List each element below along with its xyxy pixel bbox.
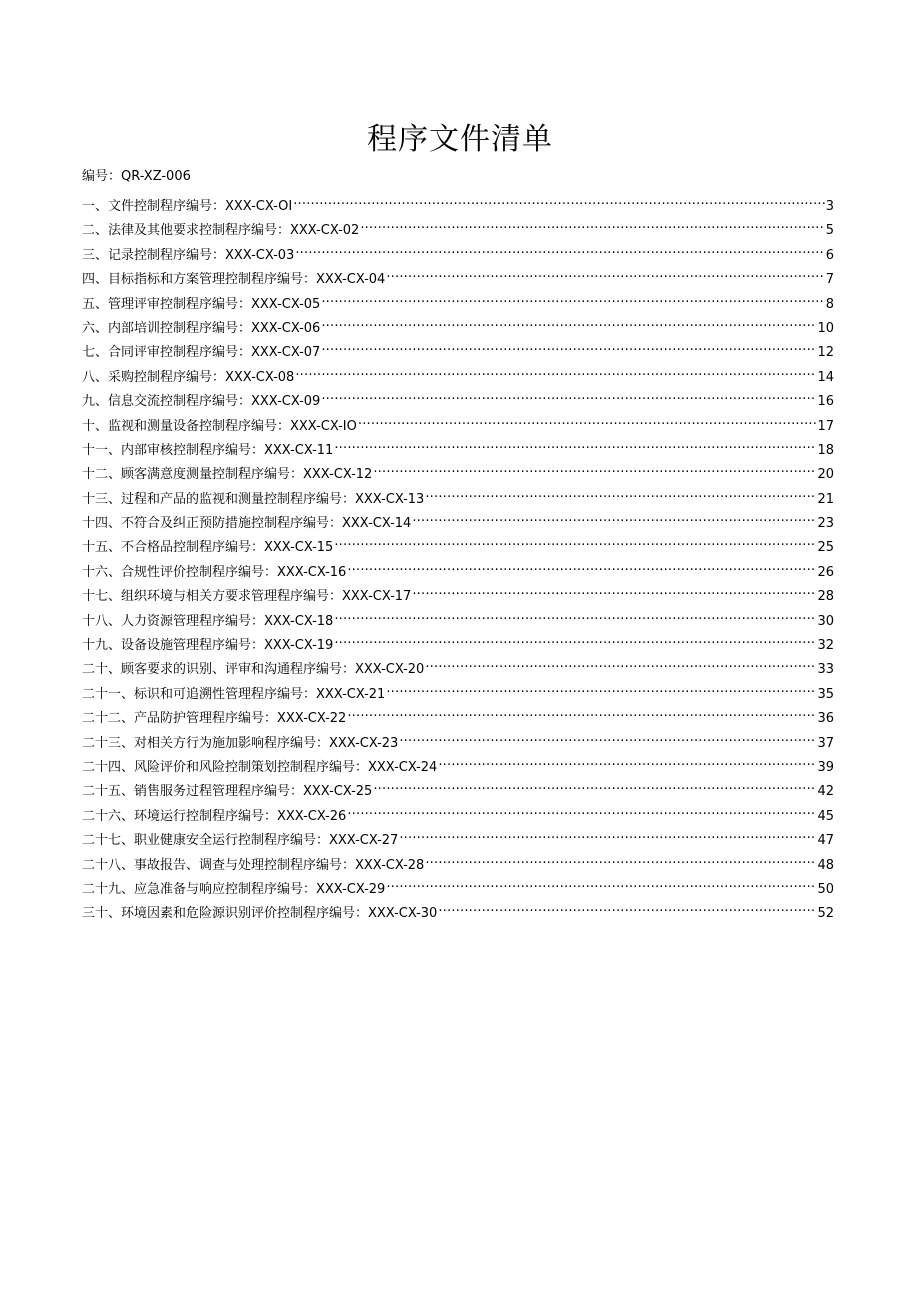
toc-entry[interactable] — [82, 802, 834, 826]
toc-page-number: 6 — [825, 247, 834, 263]
toc-entry-label: 二十一、标识和可追溯性管理程序编号：XXX-CX-21 — [82, 686, 386, 702]
toc-entry-label: 十七、组织环境与相关方要求管理程序编号：XXX-CX-17 — [82, 589, 412, 605]
toc-page-number: 32 — [817, 638, 834, 654]
toc-entry-label: 十二、顾客满意度测量控制程序编号：XXX-CX-12 — [82, 467, 373, 483]
toc-dot-leader — [425, 655, 816, 673]
toc-dot-leader — [373, 460, 816, 478]
table-of-contents — [82, 192, 834, 924]
toc-entry-label: 三十、环境因素和危险源识别评价控制程序编号：XXX-CX-30 — [82, 906, 438, 922]
toc-page-number: 26 — [817, 564, 834, 580]
toc-page-number: 33 — [817, 662, 834, 678]
toc-dot-leader — [321, 290, 824, 308]
toc-page-number: 45 — [817, 808, 834, 824]
toc-page-number: 28 — [817, 589, 834, 605]
toc-entry[interactable] — [82, 777, 834, 801]
toc-entry-label: 二、法律及其他要求控制程序编号：XXX-CX-02 — [82, 223, 360, 239]
toc-entry[interactable] — [82, 241, 834, 265]
toc-entry[interactable] — [82, 582, 834, 606]
toc-dot-leader — [321, 387, 816, 405]
toc-entry-label: 十九、设备设施管理程序编号：XXX-CX-19 — [82, 638, 334, 654]
toc-dot-leader — [412, 582, 816, 600]
toc-page-number: 50 — [817, 881, 834, 897]
toc-entry[interactable] — [82, 704, 834, 728]
toc-entry-label: 十六、合规性评价控制程序编号：XXX-CX-16 — [82, 564, 347, 580]
toc-page-number: 25 — [817, 540, 834, 556]
toc-dot-leader — [321, 338, 816, 356]
toc-dot-leader — [373, 777, 816, 795]
toc-entry-label: 二十、顾客要求的识别、评审和沟通程序编号：XXX-CX-20 — [82, 662, 425, 678]
toc-entry[interactable] — [82, 265, 834, 289]
toc-entry[interactable] — [82, 436, 834, 460]
toc-dot-leader — [347, 558, 816, 576]
toc-entry[interactable] — [82, 533, 834, 557]
toc-dot-leader — [334, 631, 816, 649]
toc-dot-leader — [321, 314, 816, 332]
toc-entry-label: 二十七、职业健康安全运行控制程序编号：XXX-CX-27 — [82, 833, 399, 849]
toc-entry[interactable] — [82, 655, 834, 679]
toc-entry-label: 十三、过程和产品的监视和测量控制程序编号：XXX-CX-13 — [82, 491, 425, 507]
toc-page-number: 48 — [817, 857, 834, 873]
toc-dot-leader — [358, 412, 817, 430]
toc-page-number: 8 — [825, 296, 834, 312]
toc-entry[interactable] — [82, 460, 834, 484]
toc-entry[interactable] — [82, 875, 834, 899]
toc-entry-label: 二十四、风险评价和风险控制策划控制程序编号：XXX-CX-24 — [82, 759, 438, 775]
toc-page-number: 30 — [817, 613, 834, 629]
page-title: 程序文件清单 — [367, 122, 553, 157]
toc-page-number: 3 — [825, 199, 834, 214]
toc-dot-leader — [399, 729, 816, 747]
toc-entry[interactable] — [82, 314, 834, 338]
toc-entry-label: 三、记录控制程序编号：XXX-CX-03 — [82, 247, 295, 263]
toc-entry[interactable] — [82, 826, 834, 850]
toc-entry[interactable] — [82, 680, 834, 704]
toc-page-number: 39 — [817, 759, 834, 775]
toc-entry-label: 二十二、产品防护管理程序编号：XXX-CX-22 — [82, 711, 347, 727]
toc-page-number: 47 — [817, 833, 834, 849]
toc-dot-leader — [295, 363, 816, 381]
toc-entry-label: 二十五、销售服务过程管理程序编号：XXX-CX-25 — [82, 784, 373, 800]
toc-dot-leader — [347, 802, 816, 820]
toc-page-number: 12 — [817, 345, 834, 361]
toc-dot-leader — [295, 241, 824, 259]
toc-entry-label: 九、信息交流控制程序编号：XXX-CX-09 — [82, 394, 321, 410]
toc-page-number: 14 — [817, 369, 834, 385]
toc-entry[interactable] — [82, 290, 834, 314]
toc-entry[interactable] — [82, 509, 834, 533]
toc-entry-label: 二十九、应急准备与响应控制程序编号：XXX-CX-29 — [82, 881, 386, 897]
toc-entry[interactable] — [82, 631, 834, 655]
toc-entry-label: 二十三、对相关方行为施加影响程序编号：XXX-CX-23 — [82, 735, 399, 751]
toc-entry[interactable] — [82, 753, 834, 777]
toc-dot-leader — [425, 851, 816, 869]
toc-entry-label: 五、管理评审控制程序编号：XXX-CX-05 — [82, 296, 321, 312]
toc-dot-leader — [386, 680, 816, 698]
toc-dot-leader — [334, 436, 816, 454]
toc-dot-leader — [399, 826, 816, 844]
toc-page-number: 42 — [817, 784, 834, 800]
document-number: 编号：QR-XZ-006 — [82, 169, 191, 184]
toc-page-number: 52 — [817, 906, 834, 922]
toc-page-number: 18 — [817, 442, 834, 458]
toc-dot-leader — [425, 485, 816, 503]
toc-entry-label: 十一、内部审核控制程序编号：XXX-CX-11 — [82, 442, 334, 458]
toc-page-number: 37 — [817, 735, 834, 751]
toc-entry[interactable] — [82, 558, 834, 582]
toc-entry-label: 一、文件控制程序编号：XXX-CX-OI — [82, 199, 293, 214]
toc-entry-label: 七、合同评审控制程序编号：XXX-CX-07 — [82, 345, 321, 361]
toc-page-number: 16 — [817, 394, 834, 410]
toc-dot-leader — [386, 875, 816, 893]
toc-page-number: 10 — [817, 320, 834, 336]
toc-entry-label: 二十六、环境运行控制程序编号：XXX-CX-26 — [82, 808, 347, 824]
toc-entry[interactable] — [82, 899, 834, 923]
toc-dot-leader — [412, 509, 816, 527]
toc-entry[interactable] — [82, 363, 834, 387]
toc-dot-leader — [334, 533, 816, 551]
toc-entry-label: 八、采购控制程序编号：XXX-CX-08 — [82, 369, 295, 385]
toc-dot-leader — [386, 265, 824, 283]
toc-dot-leader — [438, 753, 816, 771]
toc-entry-label: 十四、不符合及纠正预防措施控制程序编号：XXX-CX-14 — [82, 516, 412, 532]
toc-page-number: 17 — [817, 418, 834, 434]
toc-page-number: 23 — [817, 516, 834, 532]
toc-entry[interactable] — [82, 387, 834, 411]
toc-page-number: 5 — [825, 223, 834, 239]
toc-entry-label: 四、目标指标和方案管理控制程序编号：XXX-CX-04 — [82, 272, 386, 288]
toc-entry[interactable] — [82, 338, 834, 362]
toc-entry[interactable] — [82, 607, 834, 631]
toc-entry-label: 十五、不合格品控制程序编号：XXX-CX-15 — [82, 540, 334, 556]
toc-dot-leader — [347, 704, 816, 722]
toc-entry-label: 十八、人力资源管理程序编号：XXX-CX-18 — [82, 613, 334, 629]
toc-dot-leader — [334, 607, 816, 625]
toc-entry-label: 二十八、事故报告、调查与处理控制程序编号：XXX-CX-28 — [82, 857, 425, 873]
toc-entry[interactable] — [82, 851, 834, 875]
toc-page-number: 36 — [817, 711, 834, 727]
toc-dot-leader — [293, 192, 825, 210]
toc-entry[interactable] — [82, 216, 834, 240]
toc-entry[interactable] — [82, 729, 834, 753]
toc-entry[interactable] — [82, 412, 834, 436]
toc-entry[interactable] — [82, 485, 834, 509]
toc-page-number: 35 — [817, 686, 834, 702]
toc-dot-leader — [360, 216, 824, 234]
toc-entry-label: 六、内部培训控制程序编号：XXX-CX-06 — [82, 320, 321, 336]
toc-entry[interactable] — [82, 192, 834, 216]
toc-page-number: 20 — [817, 467, 834, 483]
toc-dot-leader — [438, 899, 816, 917]
toc-page-number: 7 — [825, 272, 834, 288]
toc-page-number: 21 — [817, 491, 834, 507]
toc-entry-label: 十、监视和测量设备控制程序编号：XXX-CX-IO — [82, 418, 357, 434]
